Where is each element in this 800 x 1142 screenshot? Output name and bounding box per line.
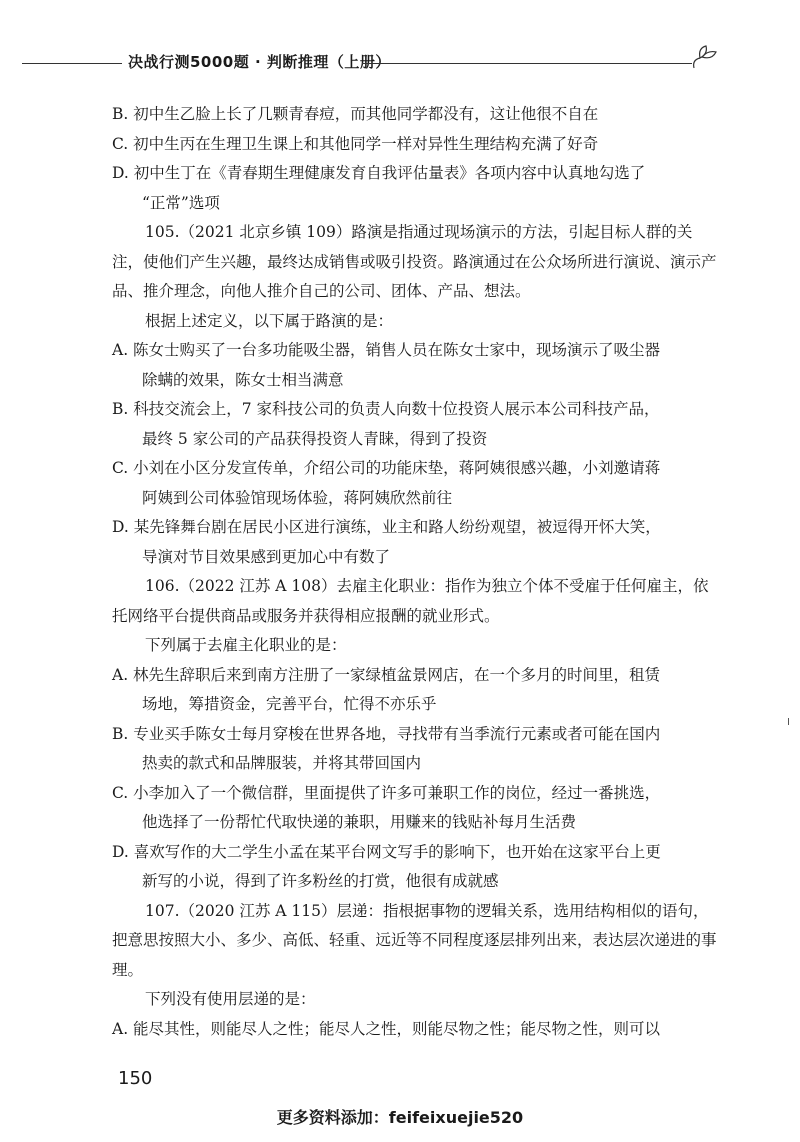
question-stem: 106.（2022 江苏 A 108）去雇主化职业：指作为独立个体不受雇于任何雇主，依托网络平台提供商品或服务并获得相应报酬的就业形式。 [112,577,709,625]
footer-note: 更多资料添加：feifeixuejie520 [276,1108,524,1127]
option-d: D. 喜欢写作的大二学生小孟在某平台网文写手的影响下，也开始在这家平台上更 新写的小说，得到了许多粉丝的打赏，他很有成就感 [112,842,661,890]
running-header [0,48,800,78]
header-rule-right [362,63,692,64]
question-105 [112,218,722,572]
option-b: B. 科技交流会上，7 家科技公司的负责人向数十位投资人展示本公司科技产品， 最终 5 家公司的产品获得投资人青睐，得到了投资 [112,400,660,448]
question-107 [112,897,722,1045]
option-b: B. 专业买手陈女士每月穿梭在世界各地，寻找带有当季流行元素或者可能在国内 热卖的款式和品牌服装，并将其带回国内 [112,724,661,772]
question-prompt: 下列属于去雇主化职业的是： [145,636,347,654]
question-stem: 105.（2021 北京乡镇 109）路演是指通过现场演示的方法，引起目标人群的关注，使他们产生兴趣，最终达成销售或吸引投资。路演通过在公众场所进行演说、演示产品、推介理念，向他人推介自己的公司、团体、产品、想法。 [112,223,717,300]
option-c: C. 初中生丙在生理卫生课上和其他同学一样对异性生理结构充满了好奇 [112,134,599,153]
option-c: C. 小刘在小区分发宣传单，介绍公司的功能床垫，蒋阿姨很感兴趣，小刘邀请蒋 阿姨到公司体验馆现场体验，蒋阿姨欣然前往 [112,459,661,507]
page-number: 150 [118,1068,153,1089]
question-stem: 107.（2020 江苏 A 115）层递：指根据事物的逻辑关系，选用结构相似的语句，把意思按照大小、多少、高低、轻重、远近等不同程度逐层排列出来，表达层次递进的事理。 [112,901,717,979]
margin-mark [788,718,789,725]
option-a: A. 林先生辞职后来到南方注册了一家绿植盆景网店，在一个多月的时间里，租赁 场地，筹措资金，完善平台，忙得不亦乐乎 [112,665,661,713]
prev-question-options [112,100,722,218]
header-rule-left [22,63,122,64]
option-d: D. 初中生丁在《青春期生理健康发育自我评估量表》各项内容中认真地勾选了 “正常”选项 [112,164,646,212]
page-body [112,100,722,1044]
option-b: B. 初中生乙脸上长了几颗青春痘，而其他同学都没有，这让他很不自在 [112,105,599,123]
question-prompt: 根据上述定义，以下属于路演的是： [145,311,394,330]
option-c: C. 小李加入了一个微信群，里面提供了许多可兼职工作的岗位，经过一番挑选， 他选择了一份帮忙代取快递的兼职，用赚来的钱贴补每月生活费 [112,783,661,831]
option-a: A. 能尽其性，则能尽人之性；能尽人之性，则能尽物之性；能尽物之性，则可以 [112,1019,661,1038]
header-title: 决战行测5000题 · 判断推理（上册） [128,53,391,71]
question-prompt: 下列没有使用层递的是： [145,990,316,1008]
option-a: A. 陈女士购买了一台多功能吸尘器，销售人员在陈女士家中，现场演示了吸尘器 除螨的效果，陈女士相当满意 [112,341,661,389]
option-d: D. 某先锋舞台剧在居民小区进行演练，业主和路人纷纷观望，被逗得开怀大笑， 导演对节目效果感到更加心中有数了 [112,518,661,566]
sprout-icon [690,40,720,70]
question-106 [112,572,722,897]
